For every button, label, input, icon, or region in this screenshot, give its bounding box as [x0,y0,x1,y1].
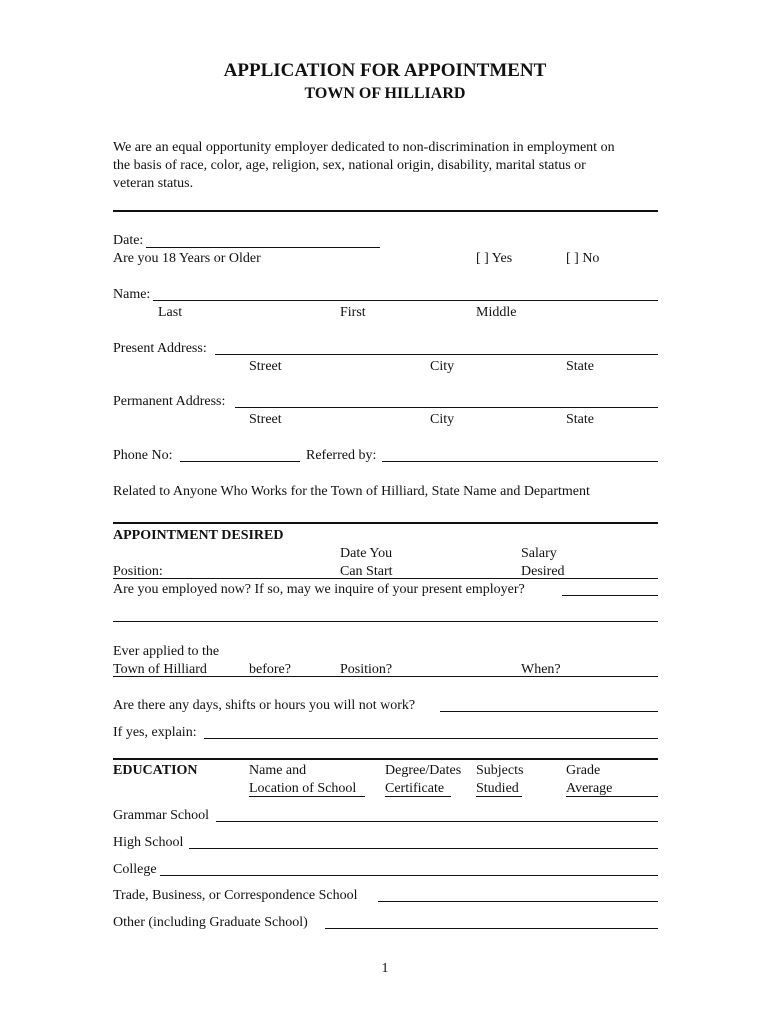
page-subtitle: TOWN OF HILLIARD [304,85,466,102]
education-col-name-line-2: Location of School [249,781,357,796]
section-divider [113,522,658,524]
position-field[interactable] [113,561,658,579]
days-field[interactable] [440,694,658,712]
grammar-school-field[interactable] [216,804,658,822]
present-street-caption: Street [249,359,282,374]
start-date-header-line-2: Can Start [340,564,393,579]
education-row-label: Trade, Business, or Correspondence School [113,888,358,903]
present-address-label: Present Address: [113,341,207,356]
age-question: Are you 18 Years or Older [113,251,261,266]
position-label: Position: [113,564,163,579]
applied-when-caption: When? [521,662,561,677]
phone-field[interactable] [180,444,300,462]
referred-label: Referred by: [306,448,377,463]
education-row-label: Grammar School [113,808,210,823]
present-address-field[interactable] [215,337,658,355]
name-last-caption: Last [158,305,183,320]
eeo-statement-line-3: veteran status. [113,176,194,191]
education-col-subjects-line-1: Subjects [476,763,524,778]
present-state-caption: State [566,359,594,374]
name-field[interactable] [153,283,658,301]
date-label: Date: [113,233,144,248]
days-question: Are there any days, shifts or hours you will not work? [113,698,416,713]
permanent-address-field[interactable] [235,390,658,408]
salary-header-line-2: Desired [521,564,565,579]
name-first-caption: First [340,305,366,320]
education-col-grade-line-1: Grade [566,763,601,778]
permanent-address-label: Permanent Address: [113,394,226,409]
education-col-degree-line-2: Certificate [385,781,445,796]
section-divider [113,758,658,760]
start-date-header-line-1: Date You [340,546,393,561]
applied-before-field[interactable] [113,659,658,677]
other-school-field[interactable] [325,911,658,929]
appointment-heading: APPOINTMENT DESIRED [113,528,284,543]
permanent-city-caption: City [430,412,455,427]
eeo-statement-line-2: the basis of race, color, age, religion, sex, national origin, disability, marital status or [113,158,586,173]
page-title: APPLICATION FOR APPOINTMENT [223,60,547,81]
column-underline [249,796,365,797]
education-col-degree-line-1: Degree/Dates [385,763,462,778]
permanent-street-caption: Street [249,412,282,427]
section-divider [113,210,658,212]
applied-position-caption: Position? [340,662,393,677]
name-label: Name: [113,287,151,302]
referred-field[interactable] [382,444,658,462]
employer-field[interactable] [562,578,658,596]
eeo-statement-line-1: We are an equal opportunity employer dedicated to non-discrimination in employment on [113,140,615,155]
education-col-subjects-line-2: Studied [476,781,519,796]
permanent-state-caption: State [566,412,594,427]
high-school-field[interactable] [189,831,658,849]
explain-label: If yes, explain: [113,725,197,740]
explain-field[interactable] [204,721,658,739]
age-yes-checkbox[interactable]: [ ] Yes [476,251,513,266]
column-underline [385,796,451,797]
education-row-label: College [113,862,157,877]
age-no-checkbox[interactable]: [ ] No [566,251,600,266]
related-question: Related to Anyone Who Works for the Town of Hilliard, State Name and Department [113,484,590,499]
applied-before-caption: before? [249,662,291,677]
column-underline [476,796,522,797]
education-col-grade-line-2: Average [566,781,613,796]
date-field[interactable] [146,230,380,248]
education-row-label: Other (including Graduate School) [113,915,308,930]
employer-extra-field[interactable] [113,604,658,622]
applied-before-line-1: Ever applied to the [113,644,220,659]
education-row-label: High School [113,835,184,850]
name-middle-caption: Middle [476,305,517,320]
education-col-name-line-1: Name and [249,763,307,778]
trade-school-field[interactable] [378,884,658,902]
present-city-caption: City [430,359,455,374]
salary-header-line-1: Salary [521,546,557,561]
applied-before-line-2: Town of Hilliard [113,662,207,677]
college-field[interactable] [160,858,658,876]
page-number: 1 [381,961,389,976]
phone-label: Phone No: [113,448,173,463]
employed-question: Are you employed now? If so, may we inquire of your present employer? [113,582,525,597]
education-heading: EDUCATION [113,763,198,778]
column-underline [566,796,658,797]
